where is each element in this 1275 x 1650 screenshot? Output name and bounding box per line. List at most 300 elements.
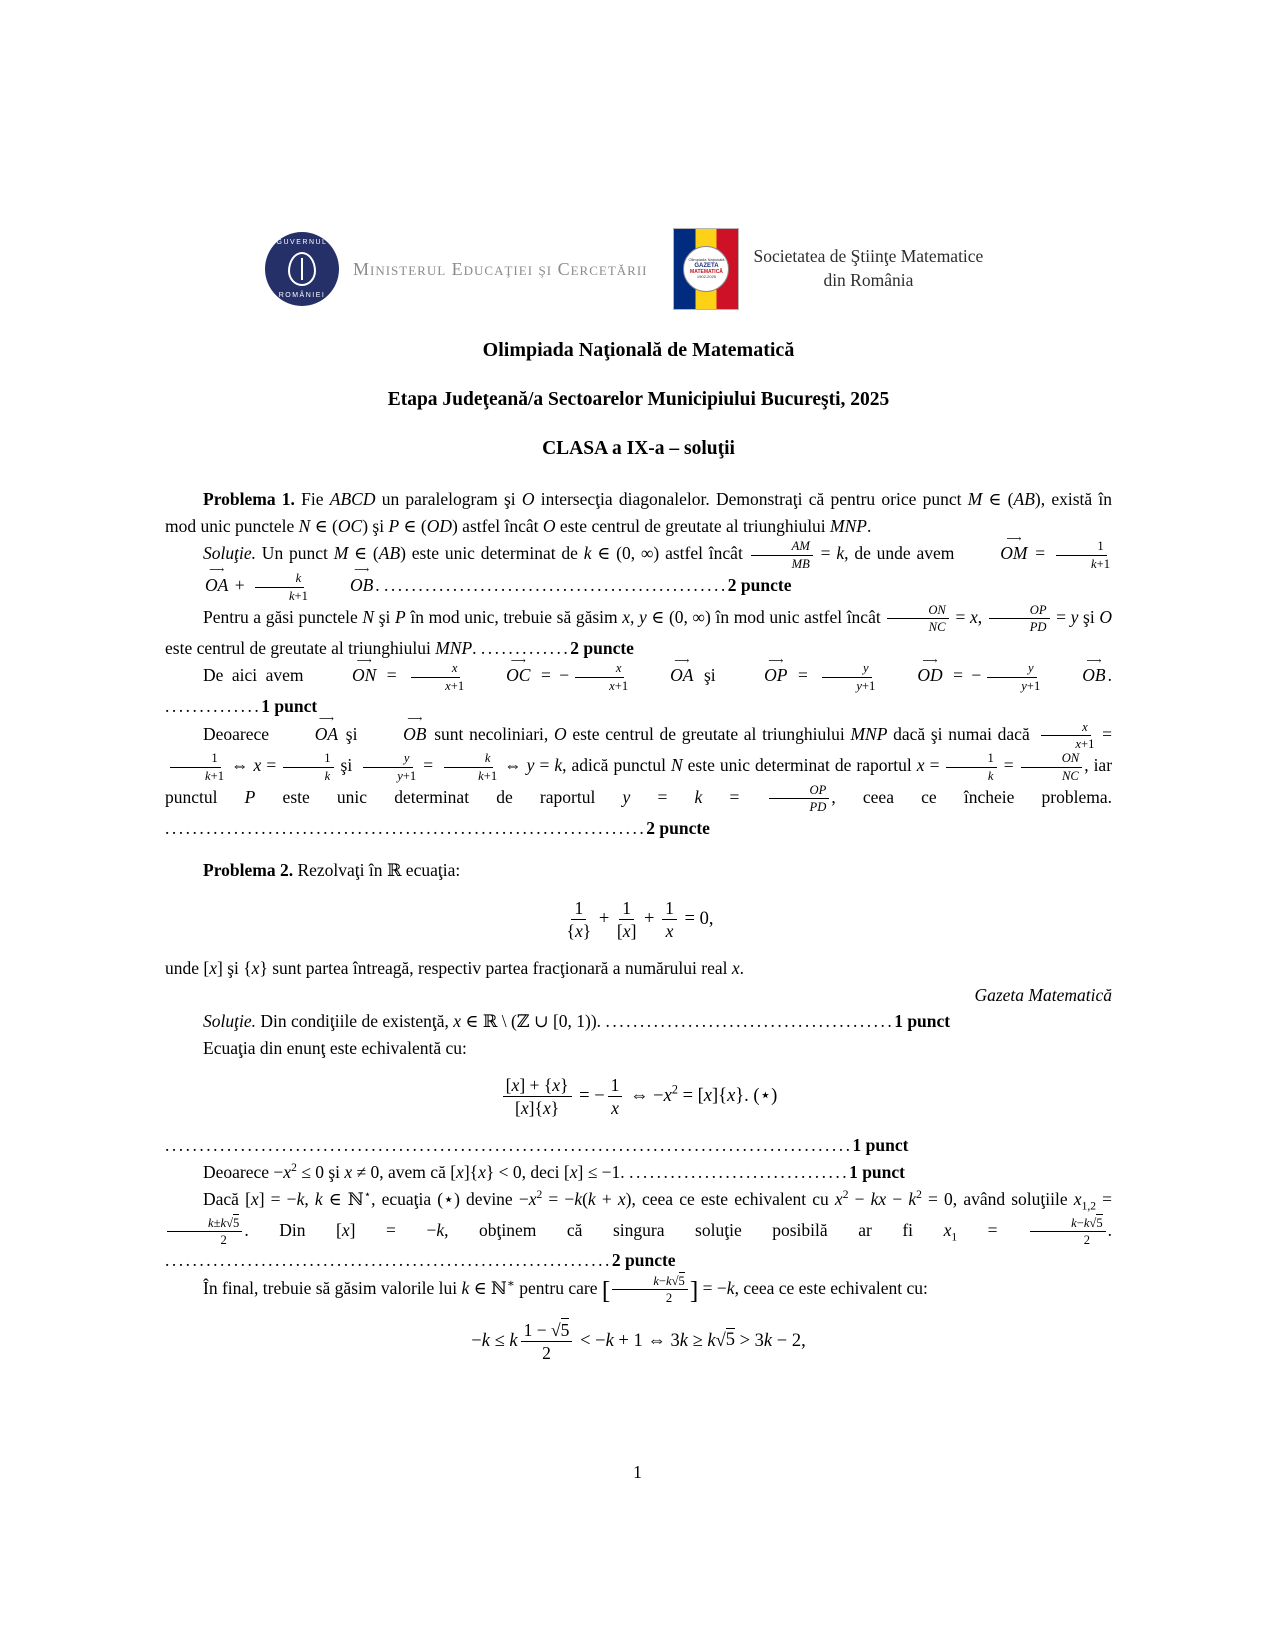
text-run: Un punct	[255, 543, 334, 564]
math-italic: k	[481, 1330, 490, 1351]
text-run: ]{	[712, 1086, 728, 1107]
math-italic: x	[520, 1098, 529, 1119]
society-name	[753, 245, 983, 292]
math-italic: x	[552, 1075, 561, 1096]
math-italic: k	[324, 768, 331, 783]
text-run: .	[867, 515, 872, 536]
text-run: =	[261, 755, 282, 776]
text-run: ≤	[489, 1330, 510, 1351]
math-italic: k	[726, 1277, 735, 1298]
ministry-name: Ministerul Educaţiei şi Cercetării	[353, 258, 648, 279]
text-run: − 2,	[772, 1330, 806, 1351]
math-italic: k	[1091, 556, 1097, 571]
text-run: 1	[324, 751, 331, 766]
text-run: , iar punctul	[165, 755, 1113, 807]
math-italic: O	[521, 489, 535, 509]
seal-line-3: MATEMATICĂ	[690, 268, 723, 275]
text-run: √	[226, 1215, 234, 1230]
text-run: ∈ (	[348, 543, 379, 564]
text-run: +	[594, 908, 614, 929]
stage-title: Etapa Judeţeană/a Sectoarelor Municipiului Bucureşti, 2025	[387, 389, 890, 410]
fraction	[407, 661, 464, 693]
math-italic: x	[615, 661, 622, 676]
government-logo-bottom-text: ROMÂNIEI	[278, 292, 326, 299]
punct-line	[165, 1132, 1112, 1159]
equation-1	[165, 898, 1112, 941]
text-run: +1	[402, 768, 417, 783]
radicand-overline: 5	[560, 1319, 570, 1340]
vector-arrow: ⟶ OB	[312, 571, 373, 599]
math-italic: y	[1028, 661, 1034, 676]
text-run: ∈ (0, ∞) astfel încât	[591, 543, 749, 564]
math-italic: x	[209, 958, 218, 978]
fraction	[167, 1216, 242, 1248]
text-run: .	[1107, 665, 1112, 686]
text-run: =	[789, 665, 817, 686]
math-italic: k	[836, 543, 845, 564]
subscript: 1,2	[1081, 1200, 1096, 1213]
math-italic: P	[388, 515, 400, 536]
math-italic: x	[542, 1098, 551, 1119]
text-run: =	[814, 543, 837, 564]
math-italic: M	[333, 543, 349, 564]
math-italic: x	[622, 920, 631, 941]
text-run: 1	[1097, 539, 1104, 554]
text-run: ]{	[463, 1162, 479, 1183]
text-run: , ceea ce încheie problema.	[831, 786, 1113, 807]
math-italic: x	[344, 1162, 353, 1183]
text-run: Fie	[294, 489, 330, 509]
text-run: sunt necoliniari,	[428, 723, 554, 744]
text-run: Deoarece −	[203, 1162, 284, 1183]
math-italic: x	[1082, 719, 1088, 734]
text-run: =	[630, 786, 695, 807]
dot-leader: ..................................................	[384, 575, 728, 596]
math-italic: PD	[1029, 620, 1047, 635]
fraction	[440, 751, 497, 783]
fraction	[1037, 720, 1094, 752]
text-run: 2	[665, 1291, 673, 1306]
math-italic: x	[451, 661, 458, 676]
text-run: +1	[1026, 678, 1041, 693]
math-italic: x	[617, 1188, 626, 1209]
page-number: 1	[633, 1462, 642, 1482]
solutie-1-step-1	[165, 539, 1112, 603]
text-run: 1	[622, 897, 632, 918]
government-logo-top-text: GUVERNUL	[276, 239, 328, 246]
text-run: −	[848, 1188, 871, 1209]
text-run: ≤ 0 şi	[296, 1162, 345, 1183]
math-italic: k	[478, 768, 484, 783]
text-run: = −	[542, 1188, 575, 1209]
text-run: 1	[987, 751, 994, 766]
header	[165, 225, 1112, 313]
text-run: ±	[213, 1215, 221, 1230]
vector-arrow: ⟶ OB	[1044, 661, 1105, 689]
math-italic: AB	[1013, 489, 1035, 509]
math-italic: MNP	[850, 723, 888, 744]
text-run: ⇔	[226, 755, 254, 776]
superscript: ⋆	[363, 1188, 372, 1201]
math-italic: k	[679, 1330, 688, 1351]
vector-arrow: ⟶ OC	[468, 661, 530, 689]
math-italic: k	[436, 1219, 445, 1240]
text-run: Pentru a găsi punctele	[203, 606, 363, 627]
vector-arrow: ⟶ OM	[962, 539, 1027, 567]
math-italic: ON	[1061, 751, 1080, 766]
math-italic: k	[763, 1330, 773, 1351]
fraction	[887, 603, 949, 635]
math-italic: k	[1071, 1215, 1077, 1230]
text-run: , adică punctul	[562, 755, 671, 776]
text-run: În final, trebuie să găsim valorile lui	[203, 1277, 462, 1298]
seal-line-4: 1902-2025	[696, 274, 717, 280]
dot-leader: ................................	[629, 1162, 850, 1183]
text-run: }	[550, 1098, 560, 1119]
vector-arrow: ⟶ OA	[167, 571, 228, 599]
text-run: .	[472, 637, 481, 658]
text-run: −	[1076, 1215, 1084, 1230]
vector-arrow: ⟶ OD	[879, 661, 942, 689]
math-italic: y	[403, 751, 410, 766]
text-run: ) şi	[362, 515, 389, 536]
text-run: {	[566, 920, 575, 941]
superscript: 2	[291, 1162, 297, 1175]
math-italic: k	[461, 1277, 470, 1298]
text-run: > 3	[734, 1330, 764, 1351]
text-run: +1	[483, 768, 498, 783]
math-italic: x	[609, 678, 615, 693]
radicand-overline: 5	[233, 1215, 240, 1230]
math-italic: x	[250, 1188, 259, 1209]
math-italic: Soluţie.	[203, 543, 256, 564]
math-italic: x	[453, 1011, 462, 1032]
solutie-1-step-2	[165, 603, 1112, 661]
text-run: ∈ ℕ	[322, 1188, 364, 1209]
superscript: 2	[916, 1188, 922, 1201]
solutie-2-step-5	[165, 1274, 1112, 1306]
math-italic: y	[863, 661, 869, 676]
text-run: } sunt partea întreagă, respectiv partea fracţionară a numărului real	[259, 958, 732, 978]
equation-3	[165, 1320, 1112, 1363]
math-italic: k	[707, 1330, 716, 1351]
text-run: = −	[944, 665, 982, 686]
text-run: ∈ (0, ∞) în mod unic astfel încât	[646, 606, 886, 627]
problema-2	[165, 857, 1112, 884]
dot-leader: ..........................................	[605, 1011, 895, 1032]
math-italic: OC	[337, 515, 363, 536]
equation-2	[165, 1075, 1112, 1118]
sursa	[165, 982, 1112, 1009]
math-italic: O	[553, 723, 567, 744]
text-run: este centrul de greutate al triunghiului	[165, 637, 436, 658]
text-run: în mod unic, trebuie să găsim	[405, 606, 623, 627]
points-label: Problema 2.	[203, 860, 294, 881]
math-italic: MNP	[435, 637, 473, 658]
text-run: , de unde avem	[844, 543, 961, 564]
text-run: De aici avem	[203, 665, 312, 686]
math-italic: k	[666, 1273, 672, 1288]
math-italic: k	[653, 1273, 659, 1288]
text-run: Din condiţiile de existenţă,	[255, 1011, 454, 1032]
text-run: 1	[574, 897, 584, 918]
fraction	[769, 783, 830, 815]
dot-leader: ....................................................................................................	[165, 1135, 853, 1156]
math-italic: x	[251, 958, 260, 978]
math-italic: k	[314, 1188, 323, 1209]
text-run: =	[1029, 543, 1051, 564]
math-italic: k	[484, 751, 491, 766]
math-italic: k	[908, 1188, 917, 1209]
math-italic: x, y	[622, 606, 647, 627]
text-run: ]	[630, 920, 637, 941]
fraction	[612, 1274, 688, 1306]
text-run: +	[595, 1188, 618, 1209]
main-title: Olimpiada Naţională de Matematică	[482, 339, 795, 361]
text-run: ) astfel încât	[451, 515, 543, 536]
math-italic: x	[341, 1219, 350, 1240]
text-run: = [	[677, 1086, 704, 1107]
text-run: ∈ ℕ	[469, 1277, 508, 1298]
text-run: unde [	[165, 958, 210, 978]
fraction	[521, 1320, 573, 1363]
points-label: 1 punct	[852, 1135, 909, 1156]
vector-arrow: ⟶ OB	[365, 720, 426, 748]
text-run: , ecuaţia (⋆) devine −	[371, 1188, 529, 1209]
text-run: Dacă [	[203, 1188, 251, 1209]
math-italic: P	[244, 786, 256, 807]
text-run: +1	[450, 678, 465, 693]
text-run: +1	[861, 678, 876, 693]
fraction	[617, 898, 637, 941]
text-run: =	[1051, 606, 1071, 627]
math-italic: x	[1073, 1188, 1082, 1209]
math-italic: x	[569, 1162, 578, 1183]
math-italic: x	[916, 755, 925, 776]
text-run: ⇔ −	[625, 1086, 664, 1107]
text-run: ∈ (	[399, 515, 427, 536]
text-run: =	[950, 606, 970, 627]
text-run: .	[739, 958, 745, 978]
text-run: 2	[1083, 1233, 1091, 1248]
superscript: ∗	[507, 1277, 515, 1290]
points-label: 2 puncte	[727, 575, 792, 596]
text-run: =	[1096, 723, 1112, 744]
text-run: ) este unic determinat de	[400, 543, 584, 564]
text-run: =	[957, 1219, 1029, 1240]
fraction	[946, 751, 996, 783]
math-italic: N	[670, 755, 683, 776]
text-run: √	[715, 1330, 726, 1351]
math-italic: x	[445, 678, 451, 693]
text-run: ), ceea ce este echivalent cu	[625, 1188, 835, 1209]
text-run: pentru care	[514, 1277, 602, 1298]
math-italic: k	[605, 1330, 614, 1351]
math-italic: OD	[426, 515, 452, 536]
solutie-2-step-3	[165, 1159, 1112, 1186]
math-italic: x	[943, 1219, 952, 1240]
text-run: ] şi {	[217, 958, 252, 978]
math-italic: y	[1021, 678, 1027, 693]
math-italic: O	[542, 515, 556, 536]
fraction	[167, 751, 224, 783]
text-run: +	[230, 575, 249, 596]
seal-line-2: GAZETA	[694, 262, 719, 269]
text-run: +1	[1081, 737, 1095, 752]
text-run: este centrul de greutate al triunghiului	[566, 723, 851, 744]
fraction	[608, 1075, 623, 1118]
math-italic: AM	[791, 539, 810, 554]
math-italic: x	[528, 1188, 537, 1209]
text-run: 1	[211, 751, 218, 766]
math-italic: k	[220, 1215, 227, 1230]
vector-arrow: ⟶ OA	[277, 720, 338, 748]
math-italic: y	[1070, 606, 1079, 627]
text-run: Ecuaţia din enunţ este echivalentă cu:	[203, 1037, 467, 1058]
text-run: = 0,	[679, 908, 714, 929]
text-run: , ceea ce este echivalent cu:	[734, 1277, 928, 1298]
text-run: }	[560, 1075, 569, 1096]
text-run: =	[378, 665, 406, 686]
radicand-overline: 5	[678, 1273, 685, 1288]
coat-of-arms-icon	[288, 252, 316, 286]
text-run: =	[534, 755, 555, 776]
math-italic: O	[1099, 606, 1112, 627]
document-body	[165, 225, 1112, 1377]
math-italic: x	[283, 1162, 292, 1183]
superscript: 2	[536, 1188, 543, 1201]
class-title: CLASA a IX-a – soluţii	[542, 438, 735, 459]
fraction	[251, 571, 308, 603]
text-run: şi	[340, 723, 364, 744]
math-italic: y	[397, 768, 403, 783]
text-run: +1	[294, 588, 308, 603]
text-run: } < 0, deci [	[485, 1162, 570, 1183]
math-italic: x	[663, 1086, 672, 1107]
math-italic: x	[969, 606, 978, 627]
fraction	[567, 898, 592, 941]
text-run: 1 − √	[523, 1319, 561, 1340]
points-label: 1 punct	[894, 1011, 951, 1032]
text-run: √	[671, 1273, 679, 1288]
math-italic: k	[295, 571, 302, 586]
text-run: 2	[542, 1342, 551, 1363]
text-run: +	[639, 908, 660, 929]
math-italic: kx	[870, 1188, 887, 1209]
math-italic: x	[1075, 737, 1082, 752]
solutions-content	[165, 486, 1112, 1363]
society-name-line-2: din România	[823, 270, 914, 290]
text-run: şi	[374, 606, 396, 627]
text-run: 1	[610, 1075, 620, 1096]
solutie-2-step-2	[165, 1035, 1112, 1062]
solutie-2-step-4	[165, 1186, 1112, 1274]
math-italic: k	[296, 1188, 305, 1209]
math-italic: k	[554, 755, 563, 776]
text-run: = −	[698, 1277, 727, 1298]
math-italic: y	[526, 755, 535, 776]
text-run: =	[1096, 1188, 1113, 1209]
text-run: şi	[335, 755, 358, 776]
text-run: −	[658, 1273, 667, 1288]
fraction	[662, 898, 677, 941]
text-run: }. (⋆)	[735, 1086, 778, 1107]
text-run: , obţinem că singura soluţie posibilă ar fi	[444, 1219, 944, 1240]
text-run: −	[886, 1188, 909, 1209]
text-run: + 1 ⇔ 3	[613, 1330, 680, 1351]
text-run: ⇔	[499, 755, 527, 776]
math-italic: k	[987, 768, 994, 783]
math-italic: x	[665, 920, 674, 941]
math-italic: ON	[928, 602, 946, 617]
math-italic: MNP	[830, 515, 867, 536]
math-italic: x	[731, 958, 740, 978]
fraction	[751, 539, 813, 571]
math-italic: k	[587, 1188, 596, 1209]
text-run: ,	[304, 1188, 315, 1209]
text-run: Deoarece	[203, 723, 275, 744]
math-italic: x	[456, 1162, 464, 1183]
text-run: (	[582, 1188, 588, 1209]
text-run: 1	[665, 897, 674, 918]
math-italic: OP	[809, 783, 827, 798]
big-bracket: [	[601, 1276, 611, 1305]
text-run: +1	[210, 768, 224, 783]
math-italic: M	[967, 489, 983, 509]
text-run: ]{	[528, 1098, 543, 1119]
text-run: ∈ (	[310, 515, 338, 536]
math-italic: k	[694, 786, 703, 807]
subscript: 1	[951, 1231, 958, 1244]
math-italic: P	[395, 606, 406, 627]
math-italic: NC	[928, 620, 946, 635]
dot-leader: .................................................................	[165, 1250, 612, 1271]
dot-leader: ......................................................................	[165, 817, 647, 838]
math-italic: OP	[1029, 602, 1047, 617]
text-run: şi	[1078, 606, 1100, 627]
text-run: şi	[695, 665, 725, 686]
math-italic: x	[834, 1188, 843, 1209]
text-run: [	[505, 1075, 512, 1096]
math-italic: AB	[378, 543, 401, 564]
points-label: Problema 1.	[203, 489, 295, 509]
text-run: .	[1107, 1219, 1112, 1240]
fraction	[1030, 1216, 1106, 1248]
points-label: 2 puncte	[646, 817, 710, 838]
text-run: .	[375, 575, 385, 596]
text-run: este unic determinat de raportul	[255, 786, 623, 807]
fraction	[989, 603, 1050, 635]
math-italic: k	[1083, 1215, 1090, 1230]
math-italic: y	[856, 678, 862, 693]
math-italic: x	[611, 1098, 619, 1119]
text-run: dacă şi numai dacă	[887, 723, 1036, 744]
fraction	[983, 661, 1040, 693]
text-run: ] = −	[349, 1219, 437, 1240]
math-italic: x	[574, 920, 583, 941]
text-run: ≥	[687, 1330, 708, 1351]
text-run: este unic determinat de raportul	[682, 755, 917, 776]
superscript: 2	[671, 1083, 678, 1097]
fraction	[359, 751, 416, 783]
text-run: = −	[574, 1086, 605, 1107]
solutie-1-step-4	[165, 720, 1112, 842]
seal-line-1: Olimpiada Naţională	[688, 257, 725, 263]
math-italic: k	[288, 588, 295, 603]
text-run: este centrul de greutate al triunghiului	[555, 515, 831, 536]
points-label: 2 puncte	[570, 637, 634, 658]
gazeta-matematica-logo	[673, 228, 739, 310]
